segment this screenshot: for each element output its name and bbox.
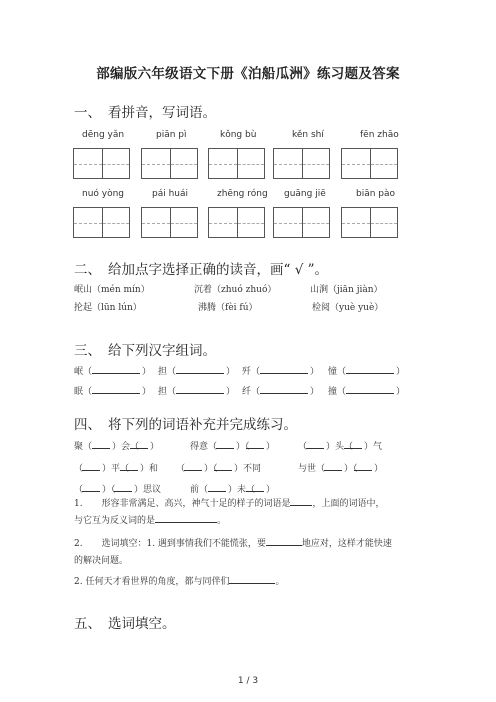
section-number: 一、: [74, 105, 101, 121]
question-3: [74, 574, 426, 591]
answer-blank[interactable]: [266, 536, 302, 546]
idiom-text: 前（: [190, 485, 209, 495]
writing-box[interactable]: [208, 148, 265, 179]
writing-box[interactable]: [141, 207, 198, 238]
idiom-text: ）气: [364, 442, 383, 452]
idiom-text: ）（: [204, 464, 218, 474]
question-text: 2. 任何天才看世界的角度，都与同伴们: [74, 577, 230, 587]
question-1: [74, 496, 426, 530]
section-number: 五、: [74, 616, 101, 632]
zuci-prefix: 纤（: [242, 387, 261, 397]
writing-box[interactable]: [341, 207, 398, 238]
zuci-suffix: ）: [310, 387, 320, 397]
question-text: 形容非常满足、高兴，神气十足的样子的词语是: [101, 499, 291, 509]
zuci-suffix: ）: [142, 387, 152, 397]
idiom-text: （: [74, 485, 84, 495]
section-number: 四、: [74, 417, 101, 433]
section-5-heading: [74, 612, 176, 632]
zuci-suffix: ）: [226, 367, 236, 377]
zuci-suffix: ）: [396, 367, 406, 377]
writing-box[interactable]: [273, 207, 330, 238]
answer-blank[interactable]: [155, 513, 217, 523]
idiom-text: （: [74, 464, 84, 474]
question-text: 与它互为反义词的是: [74, 516, 156, 526]
zuci-suffix: ）: [226, 387, 236, 397]
writing-box[interactable]: [273, 148, 330, 179]
pinyin-item: fēn zhāo: [360, 130, 399, 140]
idiom-text: ）会（: [112, 442, 140, 452]
reading-options[interactable]: （zhuó zhuó）: [212, 285, 277, 295]
section-title: 给下列汉字组词。: [108, 343, 216, 359]
question-text: 的解决问题。: [74, 556, 129, 566]
idiom-text: ）（: [344, 464, 358, 474]
idiom-text: ）: [150, 442, 160, 452]
zuci-prefix: 憧（: [328, 367, 347, 377]
pinyin-row-1: [72, 130, 412, 144]
zuci-suffix: ）: [310, 367, 320, 377]
question-text: ，上面的词语中，: [312, 499, 385, 509]
section-2-heading: [74, 258, 328, 278]
zuci-prefix: 撞（: [328, 387, 347, 397]
reading-word: 检阅: [312, 303, 331, 313]
section-title: 给加点字选择正确的读音，画“ √ ”。: [108, 262, 328, 278]
reading-options[interactable]: （yuè yuè）: [330, 303, 384, 313]
idiom-text: （: [298, 442, 308, 452]
idiom-text: 得意（: [190, 442, 218, 452]
idiom-text: ）: [266, 442, 276, 452]
section-number: 三、: [74, 343, 101, 359]
pinyin-item: piān pì: [156, 130, 187, 140]
answer-blank[interactable]: [290, 496, 312, 506]
writing-box[interactable]: [73, 207, 130, 238]
writing-box[interactable]: [208, 207, 265, 238]
idiom-text: 聚（: [74, 442, 93, 452]
section-title: 看拼音，写词语。: [108, 105, 216, 121]
question-2: [74, 536, 426, 570]
section-title: 选词填空。: [108, 616, 176, 632]
reading-options[interactable]: （lūn lún）: [92, 303, 142, 313]
question-text: 选词填空：1. 遇到事情我们不能慌张，要: [101, 539, 266, 549]
writing-box[interactable]: [141, 148, 198, 179]
zuci-prefix: 歼（: [242, 367, 261, 377]
idiom-text: ）平（: [102, 464, 130, 474]
pinyin-row-2: [72, 189, 412, 203]
reading-options[interactable]: （jiān jiàn）: [328, 285, 383, 295]
pinyin-item: dēng yǎn: [82, 130, 125, 140]
idiom-text: （: [176, 464, 186, 474]
idiom-text: ）（: [102, 485, 116, 495]
idiom-text: ）: [374, 464, 384, 474]
reading-options[interactable]: （fèi fú）: [216, 303, 258, 313]
reading-word: 沸腾: [198, 303, 217, 313]
idiom-text: ）思议: [134, 485, 162, 495]
section-4-heading: [74, 413, 297, 433]
page-number: 1 / 3: [237, 676, 259, 686]
idiom-text: ）头（: [326, 442, 354, 452]
question-number: 2.: [74, 539, 83, 549]
reading-word: 岷山: [74, 285, 93, 295]
idiom-text: ）和: [140, 464, 159, 474]
question-text: 。: [275, 577, 285, 587]
section-1-heading: [74, 101, 216, 121]
section-3-heading: [74, 339, 216, 359]
idiom-text: 与世（: [298, 464, 326, 474]
zuci-prefix: 担（: [158, 387, 177, 397]
idiom-text: ）（: [236, 442, 250, 452]
reading-word: 山涧: [310, 285, 329, 295]
question-number: 1.: [74, 499, 83, 509]
reading-word: 沉着: [194, 285, 213, 295]
writing-box[interactable]: [73, 148, 130, 179]
section-number: 二、: [74, 262, 101, 278]
zuci-suffix: ）: [142, 367, 152, 377]
pinyin-item: pái huái: [152, 189, 189, 199]
reading-options[interactable]: （mén mín）: [92, 285, 150, 295]
pinyin-item: nuó yòng: [82, 189, 125, 199]
zuci-prefix: 眠（: [74, 387, 93, 397]
pinyin-item: kǒng bù: [220, 130, 257, 140]
pinyin-item: biān pào: [356, 189, 396, 199]
section-title: 将下列的词语补充并完成练习。: [108, 417, 297, 433]
writing-box[interactable]: [341, 148, 398, 179]
pinyin-item: zhēng róng: [217, 189, 268, 199]
zuci-suffix: ）: [396, 387, 406, 397]
pinyin-item: kěn shí: [292, 130, 324, 140]
idiom-text: ）不同: [234, 464, 262, 474]
zuci-prefix: 担（: [158, 367, 177, 377]
question-text: 地应对，这样才能快速: [301, 539, 392, 549]
question-text: 。: [217, 516, 227, 526]
answer-blank[interactable]: [229, 574, 275, 584]
page-title: 部编版六年级语文下册《泊船瓜洲》练习题及答案: [96, 66, 400, 82]
zuci-prefix: 岷（: [74, 367, 93, 377]
pinyin-item: guāng jiē: [284, 189, 326, 199]
reading-word: 抡起: [74, 303, 93, 313]
idiom-text: ）: [266, 485, 276, 495]
idiom-text: ）未（: [228, 485, 256, 495]
